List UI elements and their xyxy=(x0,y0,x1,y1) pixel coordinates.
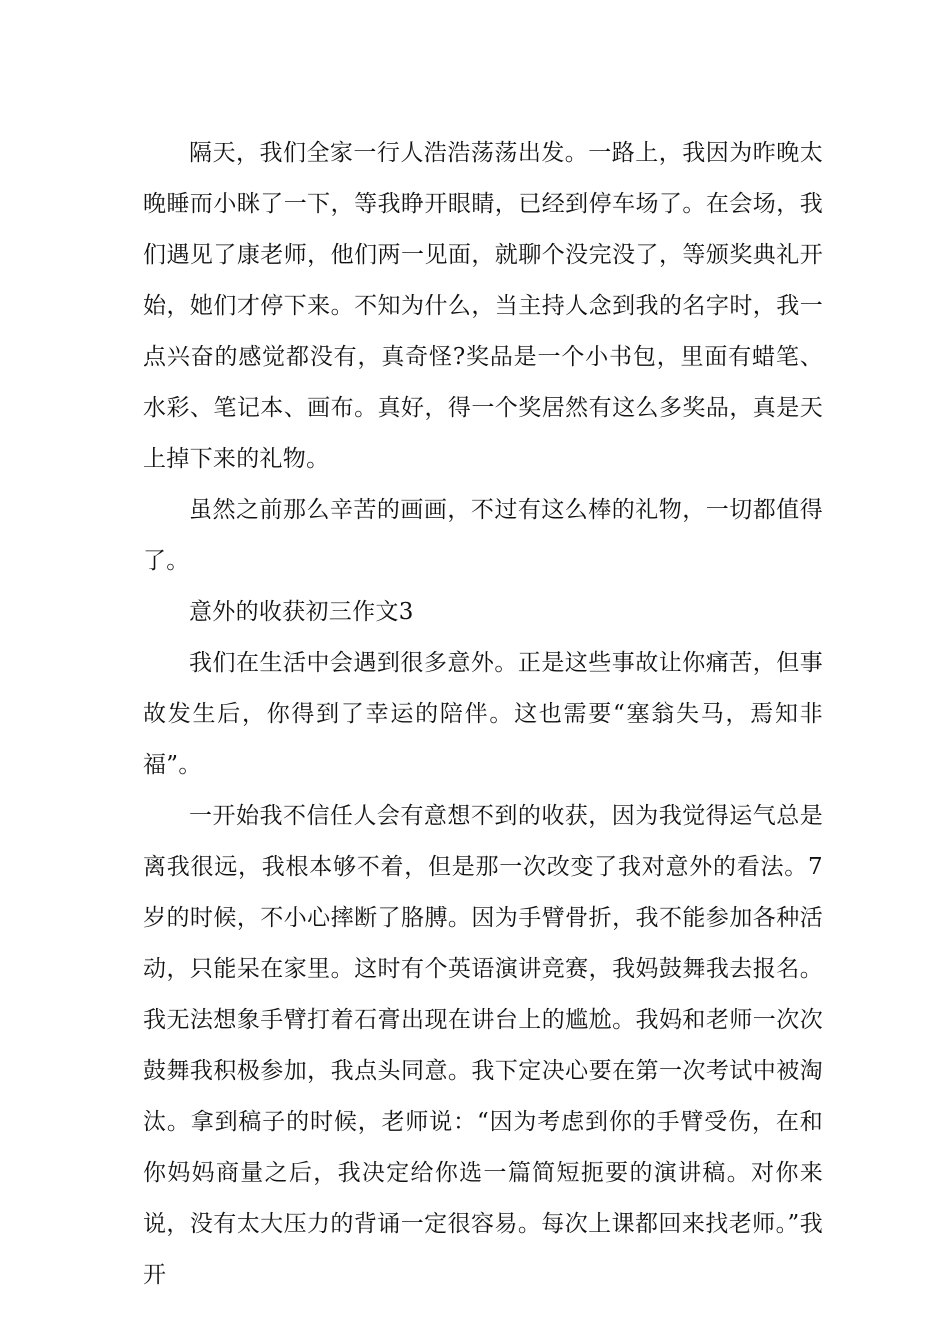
document-body xyxy=(143,128,823,1301)
paragraph-worth-it: 虽然之前那么辛苦的画画，不过有这么棒的礼物，一切都值得了。 xyxy=(143,497,823,574)
paragraph-broken-arm-story: 一开始我不信任人会有意想不到的收获，因为我觉得运气总是离我很远，我根本够不着，但是那一次改变了我对意外的看法。7岁的时候，不小心摔断了胳膊。因为手臂骨折，我不能参加各种活动，只能呆在家里。这时有个英语演讲竞赛，我妈鼓舞我去报名。我无法想象手臂打着石膏出现在讲台上的尴尬。我妈和老师一次次鼓舞我积极参加，我点头同意。我下定决心要在第一次考试中被淘汰。拿到稿子的时候，老师说：“因为考虑到你的手臂受伤，在和你妈妈商量之后，我决定给你选一篇简短扼要的演讲稿。对你来说，没有太大压力的背诵一定很容易。每次上课都回来找老师。”我开 xyxy=(143,803,823,1288)
paragraph-accidents-intro: 我们在生活中会遇到很多意外。正是这些事故让你痛苦，但事故发生后，你得到了幸运的陪伴。这也需要“塞翁失马，焉知非福”。 xyxy=(143,650,823,778)
paragraph-award-ceremony: 隔天，我们全家一行人浩浩荡荡出发。一路上，我因为昨晚太晚睡而小眯了一下，等我睁开眼睛，已经到停车场了。在会场，我们遇见了康老师，他们两一见面，就聊个没完没了，等颁奖典礼开始，她们才停下来。不知为什么，当主持人念到我的名字时，我一点兴奋的感觉都没有，真奇怪?奖品是一个小书包，里面有蜡笔、水彩、笔记本、画布。真好，得一个奖居然有这么多奖品，真是天上掉下来的礼物。 xyxy=(143,140,823,472)
essay-title: 意外的收获初三作文3 xyxy=(189,599,414,625)
